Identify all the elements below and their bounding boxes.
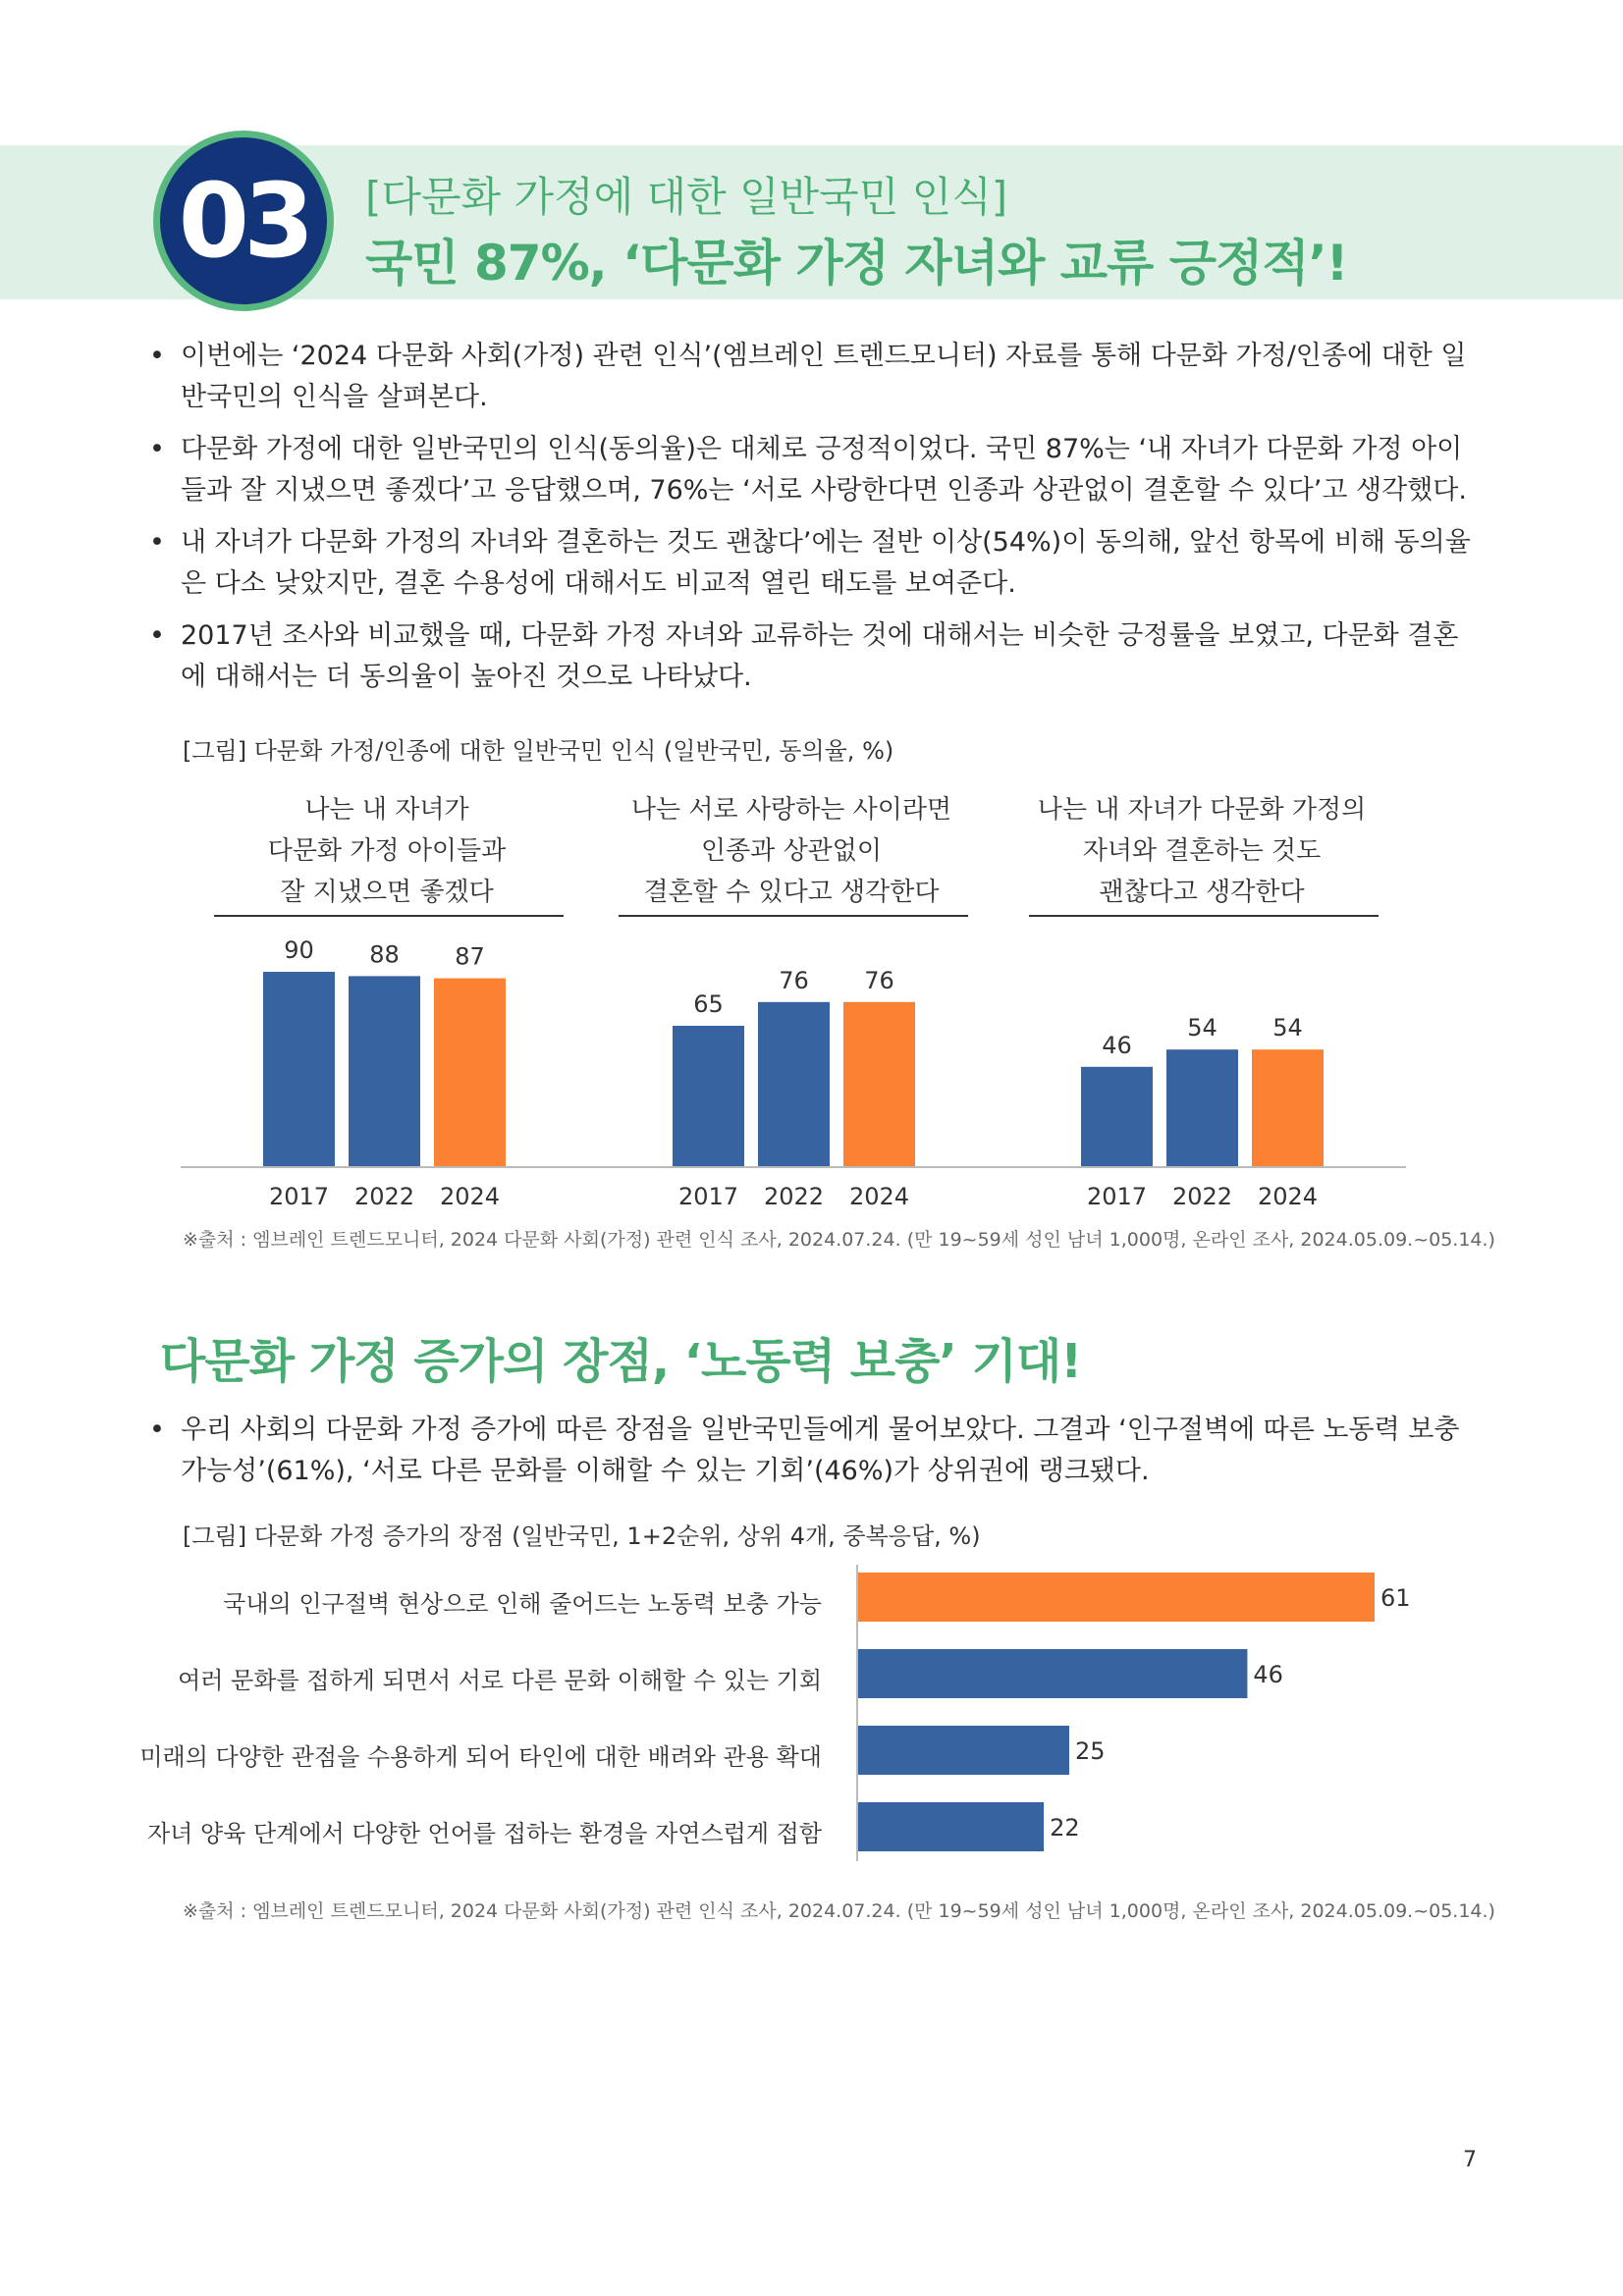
figure2-source: ※출처 : 엠브레인 트렌드모니터, 2024 다문화 사회(가정) 관련 인식 조사, 2024.07.24. (만 19~59세 성인 남녀 1,000명, 온라인 조사, 2024.05.09.~05.14.) xyxy=(183,1900,1495,1922)
x-tick-label: 2024 xyxy=(439,1183,501,1210)
hbar xyxy=(857,1802,1044,1851)
hbar-category-label: 여러 문화를 접하게 되면서 서로 다른 문화 이해할 수 있는 기회 xyxy=(178,1667,822,1694)
hbar xyxy=(857,1573,1375,1622)
section-number: 03 xyxy=(178,161,309,281)
hbar xyxy=(857,1649,1247,1698)
bullet-item: • 우리 사회의 다문화 가정 증가에 따른 장점을 일반국민들에게 물어보았다. 그결과 ‘인구절벽에 따른 노동력 보충 가능성’(61%), ‘서로 다른 문화를 이해할 수 있는 기회’(46%)가 상위권에 랭크됐다. xyxy=(147,1410,1483,1492)
bar-value-label: 76 xyxy=(864,966,894,994)
group-label-3: 나는 내 자녀가 다문화 가정의 자녀와 결혼하는 것도 괜찮다고 생각한다 xyxy=(1037,795,1367,907)
x-tick-label: 2024 xyxy=(848,1183,910,1210)
bar-value-label: 90 xyxy=(284,936,314,964)
header-subtitle: [다문화 가정에 대한 일반국민 인식] xyxy=(365,173,1008,221)
bar-value-label: 87 xyxy=(455,942,485,971)
group-label-1: 나는 내 자녀가 다문화 가정 아이들과 잘 지냈으면 좋겠다 xyxy=(267,795,507,907)
bar-value-label: 88 xyxy=(369,940,400,969)
bar-value-label: 46 xyxy=(1102,1031,1132,1059)
x-tick-label: 2024 xyxy=(1257,1183,1319,1210)
x-tick-label: 2022 xyxy=(1171,1183,1233,1210)
hbar-value-label: 61 xyxy=(1380,1584,1411,1612)
hbar-category-label: 미래의 다양한 관점을 수용하게 되어 타인에 대한 배려와 관용 확대 xyxy=(139,1743,822,1771)
group-label-2: 나는 서로 사랑하는 사이라면 인종과 상관없이 결혼할 수 있다고 생각한다 xyxy=(630,795,952,907)
page-number: 7 xyxy=(1463,2148,1477,2172)
x-tick-label: 2017 xyxy=(1086,1183,1148,1210)
bar-value-label: 76 xyxy=(779,966,809,994)
hbar-value-label: 25 xyxy=(1074,1737,1106,1765)
bullet-item: • 다문화 가정에 대한 일반국민의 인식(동의율)은 대체로 긍정적이었다. 국민 87%는 ‘내 자녀가 다문화 가정 아이들과 잘 지냈으면 좋겠다’고 응답했으며, 76%는 ‘서로 사랑한다면 인종과 상관없이 결혼할 수 있다’고 생각했다. xyxy=(147,429,1483,511)
x-tick-label: 2022 xyxy=(763,1183,825,1210)
bar-value-label: 65 xyxy=(693,990,724,1018)
header-title: 국민 87%, ‘다문화 가정 자녀와 교류 긍정적’! xyxy=(365,235,1348,292)
x-tick-label: 2017 xyxy=(677,1183,739,1210)
hbar-value-label: 22 xyxy=(1050,1814,1080,1842)
section2-title: 다문화 가정 증가의 장점, ‘노동력 보충’ 기대! xyxy=(160,1334,1082,1389)
hbar-category-label: 국내의 인구절벽 현상으로 인해 줄어드는 노동력 보충 가능 xyxy=(223,1590,822,1618)
bullet-item: • 내 자녀가 다문화 가정의 자녀와 결혼하는 것도 괜찮다’에는 절반 이상(54%)이 동의해, 앞선 항목에 비해 동의율은 다소 낮았지만, 결혼 수용성에 대해서도 비교적 열린 태도를 보여준다. xyxy=(147,522,1483,605)
hbar-value-label: 46 xyxy=(1253,1661,1283,1688)
figure2-caption: [그림] 다문화 가정 증가의 장점 (일반국민, 1+2순위, 상위 4개, 중복응답, %) xyxy=(183,1522,981,1550)
bullet-item: • 이번에는 ‘2024 다문화 사회(가정) 관련 인식’(엠브레인 트렌드모니터) 자료를 통해 다문화 가정/인종에 대한 일반국민의 인식을 살펴본다. xyxy=(147,336,1483,418)
bar-value-label: 54 xyxy=(1187,1014,1217,1042)
hbar xyxy=(857,1726,1069,1775)
bar-value-label: 54 xyxy=(1272,1014,1303,1042)
hbar-category-label: 자녀 양육 단계에서 다양한 언어를 접하는 환경을 자연스럽게 접함 xyxy=(147,1820,822,1847)
bullet-item: • 2017년 조사와 비교했을 때, 다문화 가정 자녀와 교류하는 것에 대해서는 비슷한 긍정률을 보였고, 다문화 결혼에 대해서는 더 동의율이 높아진 것으로 나타났다. xyxy=(147,615,1483,698)
x-tick-label: 2017 xyxy=(268,1183,330,1210)
x-tick-label: 2022 xyxy=(353,1183,415,1210)
figure1-caption: [그림] 다문화 가정/인종에 대한 일반국민 인식 (일반국민, 동의율, %) xyxy=(183,737,894,765)
figure1-source: ※출처 : 엠브레인 트렌드모니터, 2024 다문화 사회(가정) 관련 인식 조사, 2024.07.24. (만 19~59세 성인 남녀 1,000명, 온라인 조사, 2024.05.09.~05.14.) xyxy=(183,1229,1495,1251)
